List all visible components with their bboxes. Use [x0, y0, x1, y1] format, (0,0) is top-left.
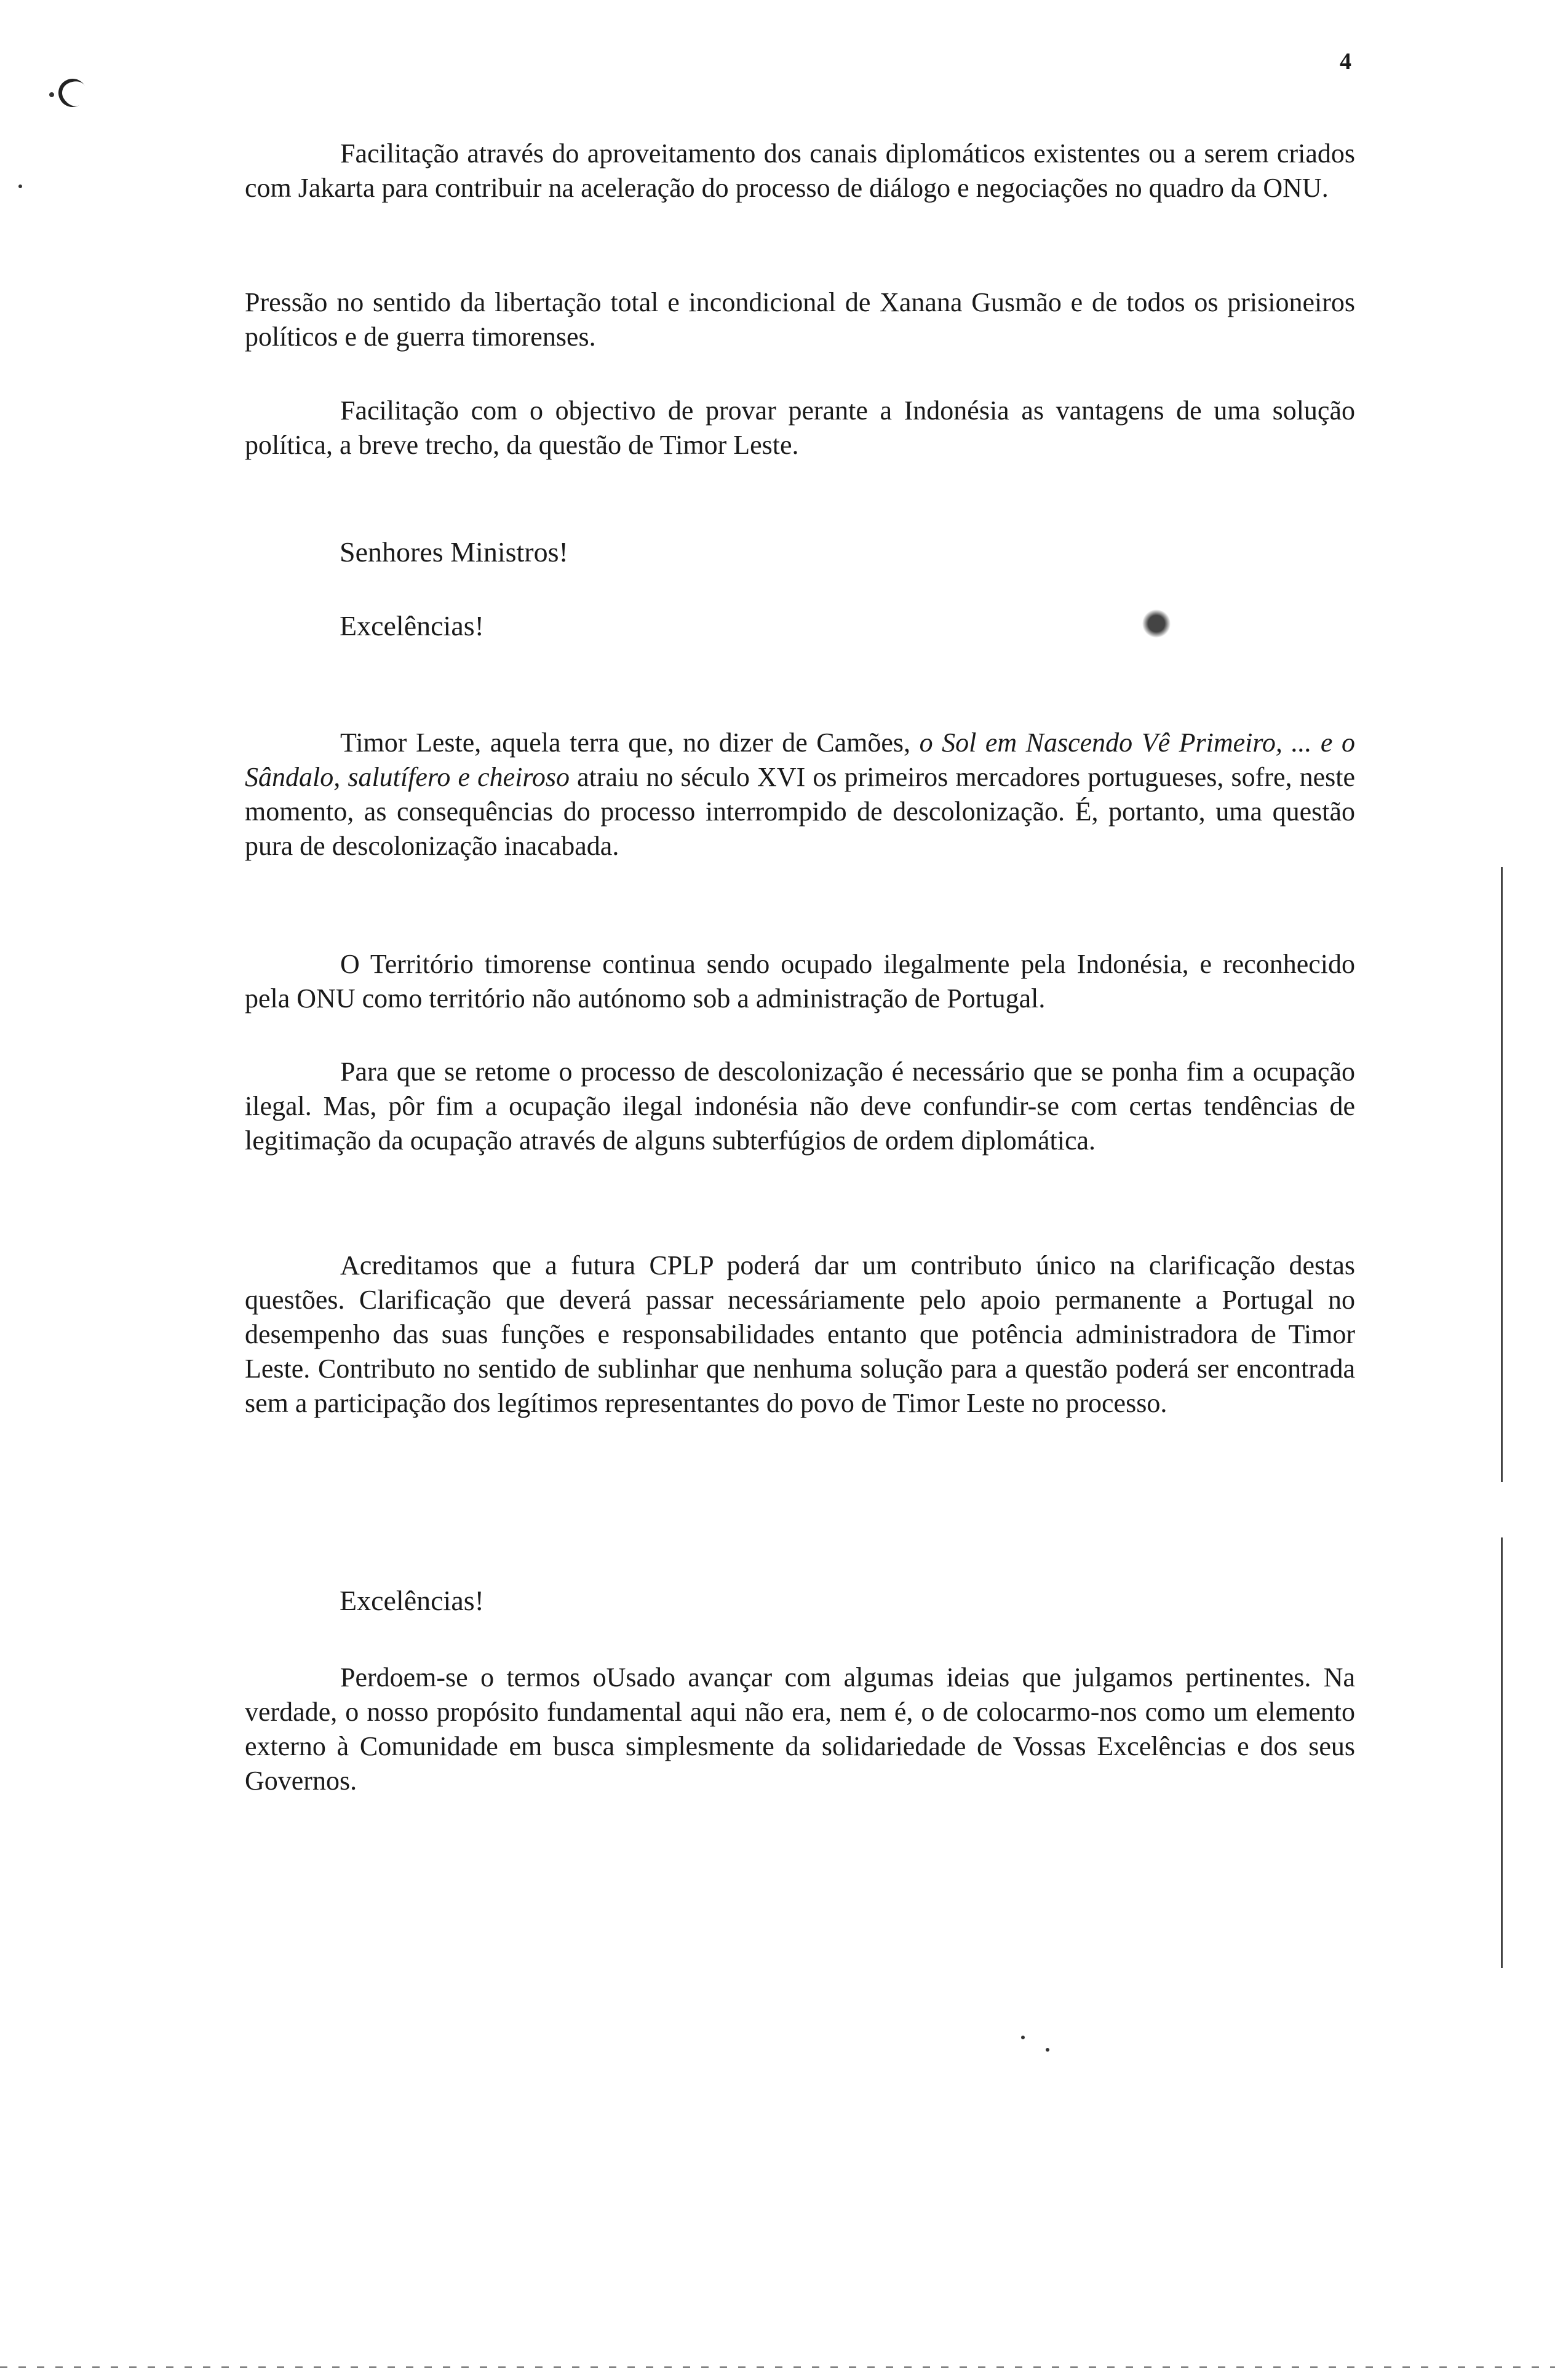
scan-speck [1138, 609, 1175, 638]
scan-bottom-line [0, 2366, 1555, 2368]
greeting-excelencias-2: Excelências! [340, 1585, 484, 1616]
scan-edge-line [1501, 867, 1503, 1482]
paragraph-4-text-b: atraiu no século XVI os primeiros mercadores portugueses, sofre, neste momento, as consequências do processo interrompido de descolonização. É, portanto, uma questão pura de descolonização inacabada. [245, 762, 1355, 861]
greeting-excelencias-1: Excelências! [340, 610, 484, 641]
paragraph-7: Acreditamos que a futura CPLP poderá dar um contributo único na clarificação destas questões. Clarificação que deverá passar necessáriamente pelo apoio permanente a Portugal no desempenho das suas funções e responsabilidades entanto que potência administradora de Timor Leste. Contributo no sentido de sublinhar que nenhuma solução para a questão poderá ser encontrada sem a participação dos legítimos representantes do povo de Timor Leste no processo. [245, 1250, 1355, 1418]
scan-speck [18, 184, 22, 188]
scan-speck [1021, 2036, 1025, 2039]
paragraph-4 [245, 726, 1355, 863]
scan-mark [54, 74, 92, 113]
paragraph-6: Para que se retome o processo de descolonização é necessário que se ponha fim a ocupação ilegal. Mas, pôr fim a ocupação ilegal indonésia não deve confundir-se com certas tendências de legitimação da ocupação através de alguns subterfúgios de ordem diplomática. [245, 1057, 1355, 1156]
greeting-senhores-ministros: Senhores Ministros! [340, 536, 568, 568]
paragraph-4-text-a: Timor Leste, aquela terra que, no dizer de Camões, [340, 728, 920, 758]
paragraph-4-quote: o Sol em Nascendo Vê Primeiro, ... e o Sândalo, salutífero e cheiroso [245, 728, 1355, 792]
scan-edge-line [1501, 1537, 1503, 1968]
paragraph-2: Pressão no sentido da libertação total e incondicional de Xanana Gusmão e de todos os prisioneiros políticos e de guerra timorenses. [245, 287, 1355, 352]
paragraph-3: Facilitação com o objectivo de provar perante a Indonésia as vantagens de uma solução política, a breve trecho, da questão de Timor Leste. [245, 395, 1355, 460]
page-number: 4 [1340, 49, 1351, 74]
paragraph-1: Facilitação através do aproveitamento dos canais diplomáticos existentes ou a serem criados com Jakarta para contribuir na aceleração do processo de diálogo e negociações no quadro da ONU. [245, 138, 1355, 203]
scan-speck [49, 92, 54, 97]
paragraph-8: Perdoem-se o termos oUsado avançar com algumas ideias que julgamos pertinentes. Na verdade, o nosso propósito fundamental aqui não era, nem é, o de colocarmo-nos como um elemento externo à Comunidade em busca simplesmente da solidariedade de Vossas Excelências e dos seus Governos. [245, 1662, 1355, 1796]
scan-speck [1046, 2048, 1049, 2052]
paragraph-5: O Território timorense continua sendo ocupado ilegalmente pela Indonésia, e reconhecido pela ONU como território não autónomo sob a administração de Portugal. [245, 949, 1355, 1013]
